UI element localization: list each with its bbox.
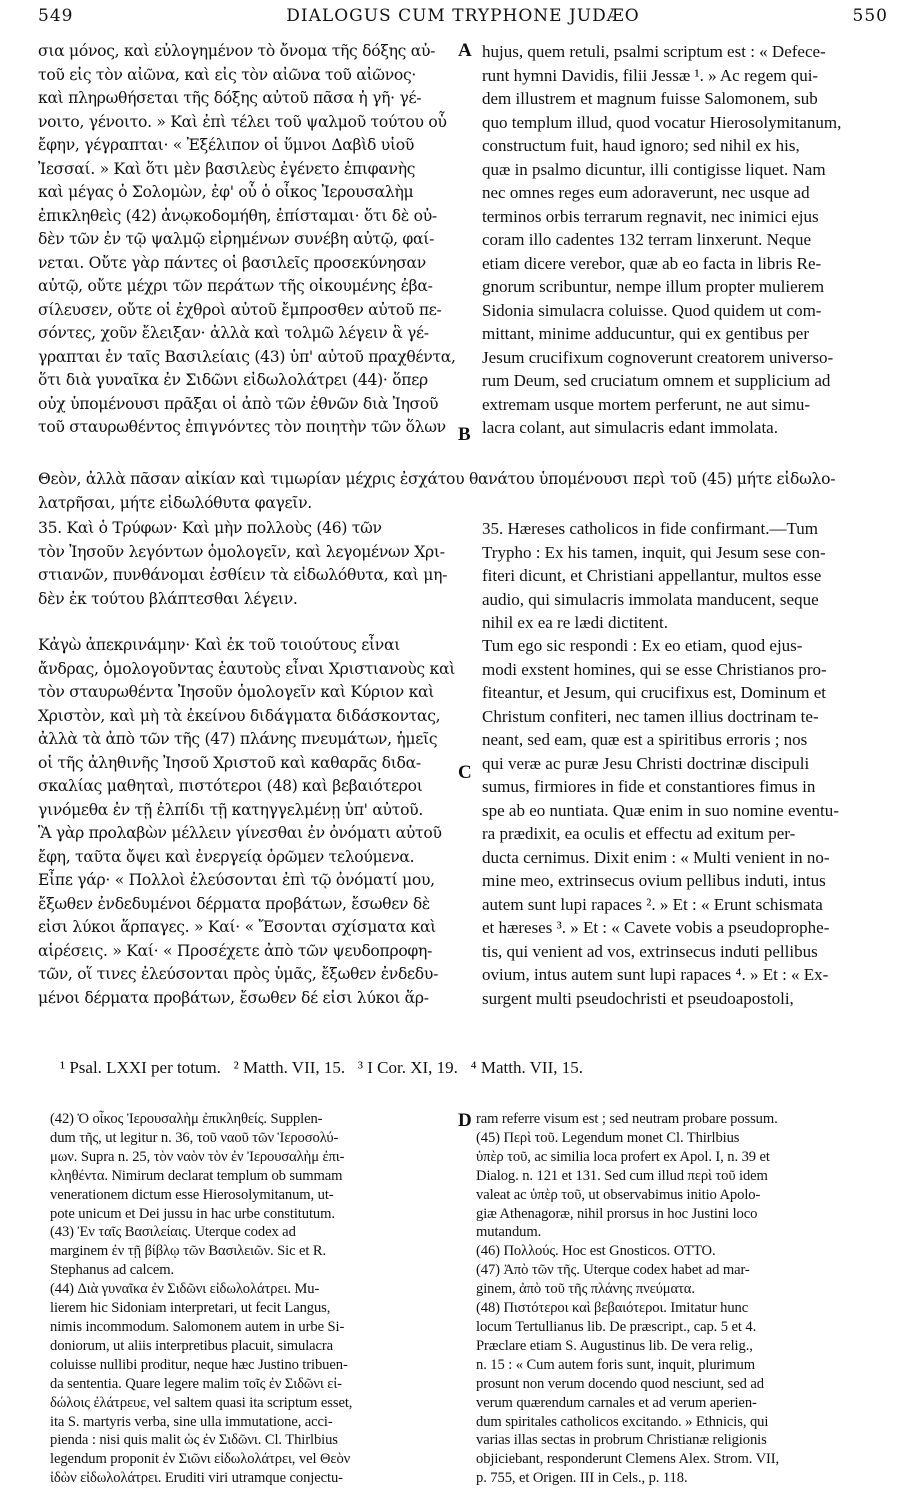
latin-column-bottom: Tum ego sic respondi : Ex eo etiam, quod ejus- modi exstent homines, qui se esse Christianos pro- fiteantur, et Jesum, qui crucifixus est, Dominum et Christum confiteri, nec tamen illius doctrinam te- neant, sed eam, quæ est a spiritibus erroris ; nos qui veræ ac puræ Jesu Christi doctrinæ discipuli sumus, firmiores in fide et constantiores fimus in spe ab eo nuntiata. Quæ enim in suo nomine eventu- ra prædixit, ea oculis et effectu ad exitum per- ducta cernimus. Dixit enim : « Multi venient in no- mine meo, extrinsecus ovium pellibus induti, intus autem sunt lupi rapaces ². » Et : « Erunt schismata et hæreses ³. » Et : « Cavete vobis a pseudoprophe- tis, qui venient ad vos, extrinsecus induti pellibus ovium, intus autem sunt lupi rapaces ⁴. » Et : « Ex- surgent multi pseudochristi et pseudoapostoli,: [482, 636, 839, 1008]
margin-mark-b: B: [458, 424, 471, 445]
notes-left-column: (42) Ὁ οἶκος Ἰερουσαλὴμ ἐπικληθείς. Supplen- dum τῆς, ut legitur n. 36, τοῦ ναοῦ τῶν Ἱεροσολύ- μων. Supra n. 25, τὸν ναὸν τὸν ἐν Ἰερουσαλὴμ ἐπι- κληθέντα. Nimirum declarat templum ob summam venerationem dictum esse Hierosolymitanum, ut- pote unicum et Dei jussu in hac urbe constitutum. (43) Ἐν ταῖς Βασιλείαις. Uterque codex ad marginem ἐν τῇ βίβλῳ τῶν Βασιλειῶν. Sic et R. Stephanus ad calcem. (44) Διὰ γυναῖκα ἐν Σιδῶνι εἰδωλολάτρει. Mu- lierem hic Sidoniam interpretari, ut fecit Langus, nimis incommodum. Salomonem autem in urbe Si- doniorum, ut aliis interpretibus placuit, simulacra coluisse nullibi proditur, neque hæc Justino tribuen- da sententia. Quare legere malim τοῖς ἐν Σιδῶνι εἰ- δώλοις ἐλάτρευε, vel saltem quasi ita scriptum esset, ita S. martyris verba, sine ulla immutatione, acci- pienda : nisi quis malit ὡς ἐν Σιδῶνι. Cl. Thirlbius legendum proponit ἐν Σιῶνι εἰδωλολάτρει, vel Θεὸν ἰδὼν εἰδωλολάτρει. Eruditi viri utramque conjectu-: [50, 1111, 353, 1487]
scripture-footnotes: ¹ Psal. LXXI per totum. ² Matth. VII, 15. ³ I Cor. XI, 19. ⁴ Matth. VII, 15.: [60, 1058, 583, 1077]
latin-column-top: hujus, quem retuli, psalmi scriptum est : « Defece- runt hymni Davidis, filii Jessæ ¹. » Ac regem qui- dem illustrem et magnum fuisse Salomonem, sub quo templum illud, quod vocatur Hierosolymitanum, constructum fuit, haud ignoro; sed nihil ex his, quæ in psalmo dicuntur, illi contigisse liquet. Nam nec omnes reges eum adoraverunt, nec usque ad terminos orbis terrarum regnavit, nec inimici ejus coram illo cadentes 132 terram linxerunt. Neque etiam dicere verebor, quæ ab eo facta in libris Re- gnorum scribuntur, nempe illum propter mulierem Sidonia simulacra coluisse. Quod quidem ut com- mittant, minime adducuntur, qui ex gentibus per Jesum crucifixum cognoverunt creatorem universo- rum Deum, sed cruciatum omnem et supplicium ad extremam usque mortem perferunt, ne aut simu- lacra colant, aut simulacris edant immolata.: [482, 42, 842, 437]
margin-mark-c: C: [458, 762, 472, 783]
page-number-left: 549: [38, 6, 74, 26]
margin-mark-a: A: [458, 40, 472, 61]
latin-section-35: 35. Hæreses catholicos in fide confirmant.—Tum Trypho : Ex his tamen, inquit, qui Jesum sese con- fiteri dicunt, et Christiani appellantur, multos esse audio, qui simulacris immolata manducent, seque nihil ex ea re lædi dictitent.: [482, 519, 826, 632]
running-title: DIALOGUS CUM TRYPHONE JUDÆO: [286, 6, 640, 26]
page-number-right: 550: [852, 6, 888, 26]
greek-column-bottom: Κἀγὼ ἀπεκρινάμην· Καὶ ἐκ τοῦ τοιούτους εἶναι ἄνδρας, ὁμολογοῦντας ἑαυτοὺς εἶναι Χριστιανοὺς καὶ τὸν σταυρωθέντα Ἰησοῦν ὁμολογεῖν καὶ Κύριον καὶ Χριστὸν, καὶ μὴ τὰ ἐκείνου διδάγματα διδάσκοντας, ἀλλὰ τὰ ἀπὸ τῶν τῆς (47) πλάνης πνευμάτων, ἡμεῖς οἱ τῆς ἀληθινῆς Ἰησοῦ Χριστοῦ καὶ καθαρᾶς διδα- σκαλίας μαθηταὶ, πιστότεροι (48) καὶ βεβαιότεροι γινόμεθα ἐν τῇ ἐλπίδι τῇ κατηγγελμένῃ ὑπ' αὐτοῦ. Ἃ γὰρ προλαβὼν μέλλειν γίνεσθαι ἐν ὀνόματι αὐτοῦ ἔφη, ταῦτα ὄψει καὶ ἐνεργείᾳ ὁρῶμεν τελούμενα. Εἶπε γάρ· « Πολλοὶ ἐλεύσονται ἐπὶ τῷ ὀνόματί μου, ἔξωθεν ἐνδεδυμένοι δέρματα προβάτων, ἔσωθεν δὲ εἰσι λύκοι ἅρπαγες. » Καί· « Ἔσονται σχίσματα καὶ αἱρέσεις. » Καί· « Προσέχετε ἀπὸ τῶν ψευδοπροφη- τῶν, οἵ τινες ἐλεύσονται πρὸς ὑμᾶς, ἔξωθεν ἐνδεδυ- μένοι δέρματα προβάτων, ἔσωθεν δέ εἰσι λύκοι ἅρ-: [38, 636, 456, 1007]
greek-section-35: 35. Καὶ ὁ Τρύφων· Καὶ μὴν πολλοὺς (46) τῶν τὸν Ἰησοῦν λεγόντων ὁμολογεῖν, καὶ λεγομένων Χρι- στιανῶν, πυνθάνομαι ἐσθίειν τὰ εἰδωλόθυτα, καὶ μη- δὲν ἐκ τούτου βλάπτεσθαι λέγειν.: [38, 519, 448, 608]
notes-right-column: ram referre visum est ; sed neutram probare possum. (45) Περὶ τοῦ. Legendum monet Cl. Thirlbius ὑπὲρ τοῦ, ac similia loca profert ex Apol. I, n. 39 et Dialog. n. 121 et 131. Sed cum illud περὶ τοῦ idem valeat ac ὑπὲρ τοῦ, ut observabimus initio Apolo- giæ Athenagoræ, nihil prorsus in hoc Justini loco mutandum. (46) Πολλούς. Hoc est Gnosticos. OTTO. (47) Ἀπὸ τῶν τῆς. Uterque codex habet ad mar- ginem, ἀπὸ τοῦ τῆς πλάνης πνεύματα. (48) Πιστότεροι καὶ βεβαιότεροι. Imitatur hunc locum Tertullianus lib. De præscript., cap. 5 et 4. Præclare etiam S. Augustinus lib. De vera relig., n. 15 : « Cum autem foris sunt, inquit, plurimum prosunt non verum docendo quod nesciunt, sed ad verum quærendum carnales et ad verum aperien- dum spiritales catholicos excitando. » Ethnicis, qui varias illas sectas in probrum Christianæ religionis objiciebant, responderunt Clemens Alex. Strom. VII, p. 755, et Origen. III in Cels., p. 118.: [476, 1111, 780, 1487]
greek-spanning-lines: Θεὸν, ἀλλὰ πᾶσαν αἰκίαν καὶ τιμωρίαν μέχρις ἐσχάτου θανάτου ὑπομένουσι περὶ τοῦ (45) μήτε εἰδωλο- λατρῆσαι, μήτε εἰδωλόθυτα φαγεῖν.: [38, 470, 836, 512]
greek-column-top: σια μόνος, καὶ εὐλογημένον τὸ ὄνομα τῆς δόξης αὐ- τοῦ εἰς τὸν αἰῶνα, καὶ εἰς τὸν αἰῶνα τοῦ αἰῶνος· καὶ πληρωθήσεται τῆς δόξης αὐτοῦ πᾶσα ἡ γῆ· γέ- νοιτο, γένοιτο. » Καὶ ἐπὶ τέλει τοῦ ψαλμοῦ τούτου οὗ ἔφην, γέγραπται· « Ἐξέλιπον οἱ ὕμνοι Δαβὶδ υἱοῦ Ἰεσσαί. » Καὶ ὅτι μὲν βασιλεὺς ἐγένετο ἐπιφανὴς καὶ μέγας ὁ Σολομὼν, ἐφ' οὗ ὁ οἶκος Ἰερουσαλὴμ ἐπικληθεὶς (42) ἀνῳκοδομήθη, ἐπίσταμαι· ὅτι δὲ οὐ- δὲν τῶν ἐν τῷ ψαλμῷ εἰρημένων συνέβη αὐτῷ, φαί- νεται. Οὔτε γὰρ πάντες οἱ βασιλεῖς προσεκύνησαν αὐτῷ, οὔτε μέχρι τῶν περάτων τῆς οἰκουμένης ἐβα- σίλευσεν, οὔτε οἱ ἐχθροὶ αὐτοῦ ἔμπροσθεν αὐτοῦ πε- σόντες, χοῦν ἔλειξαν· ἀλλὰ καὶ τολμῶ λέγειν ἃ γέ- γραπται ἐν ταῖς Βασιλείαις (43) ὑπ' αὐτοῦ πραχθέντα, ὅτι διὰ γυναῖκα ἐν Σιδῶνι εἰδωλολάτρει (44)· ὅπερ οὐχ ὑπομένουσι πρᾶξαι οἱ ἀπὸ τῶν ἐθνῶν διὰ Ἰησοῦ τοῦ σταυρωθέντος ἐπιγνόντες τὸν ποιητὴν τῶν ὅλων: [38, 42, 456, 436]
running-header: [38, 6, 888, 34]
margin-mark-d: D: [458, 1110, 472, 1131]
